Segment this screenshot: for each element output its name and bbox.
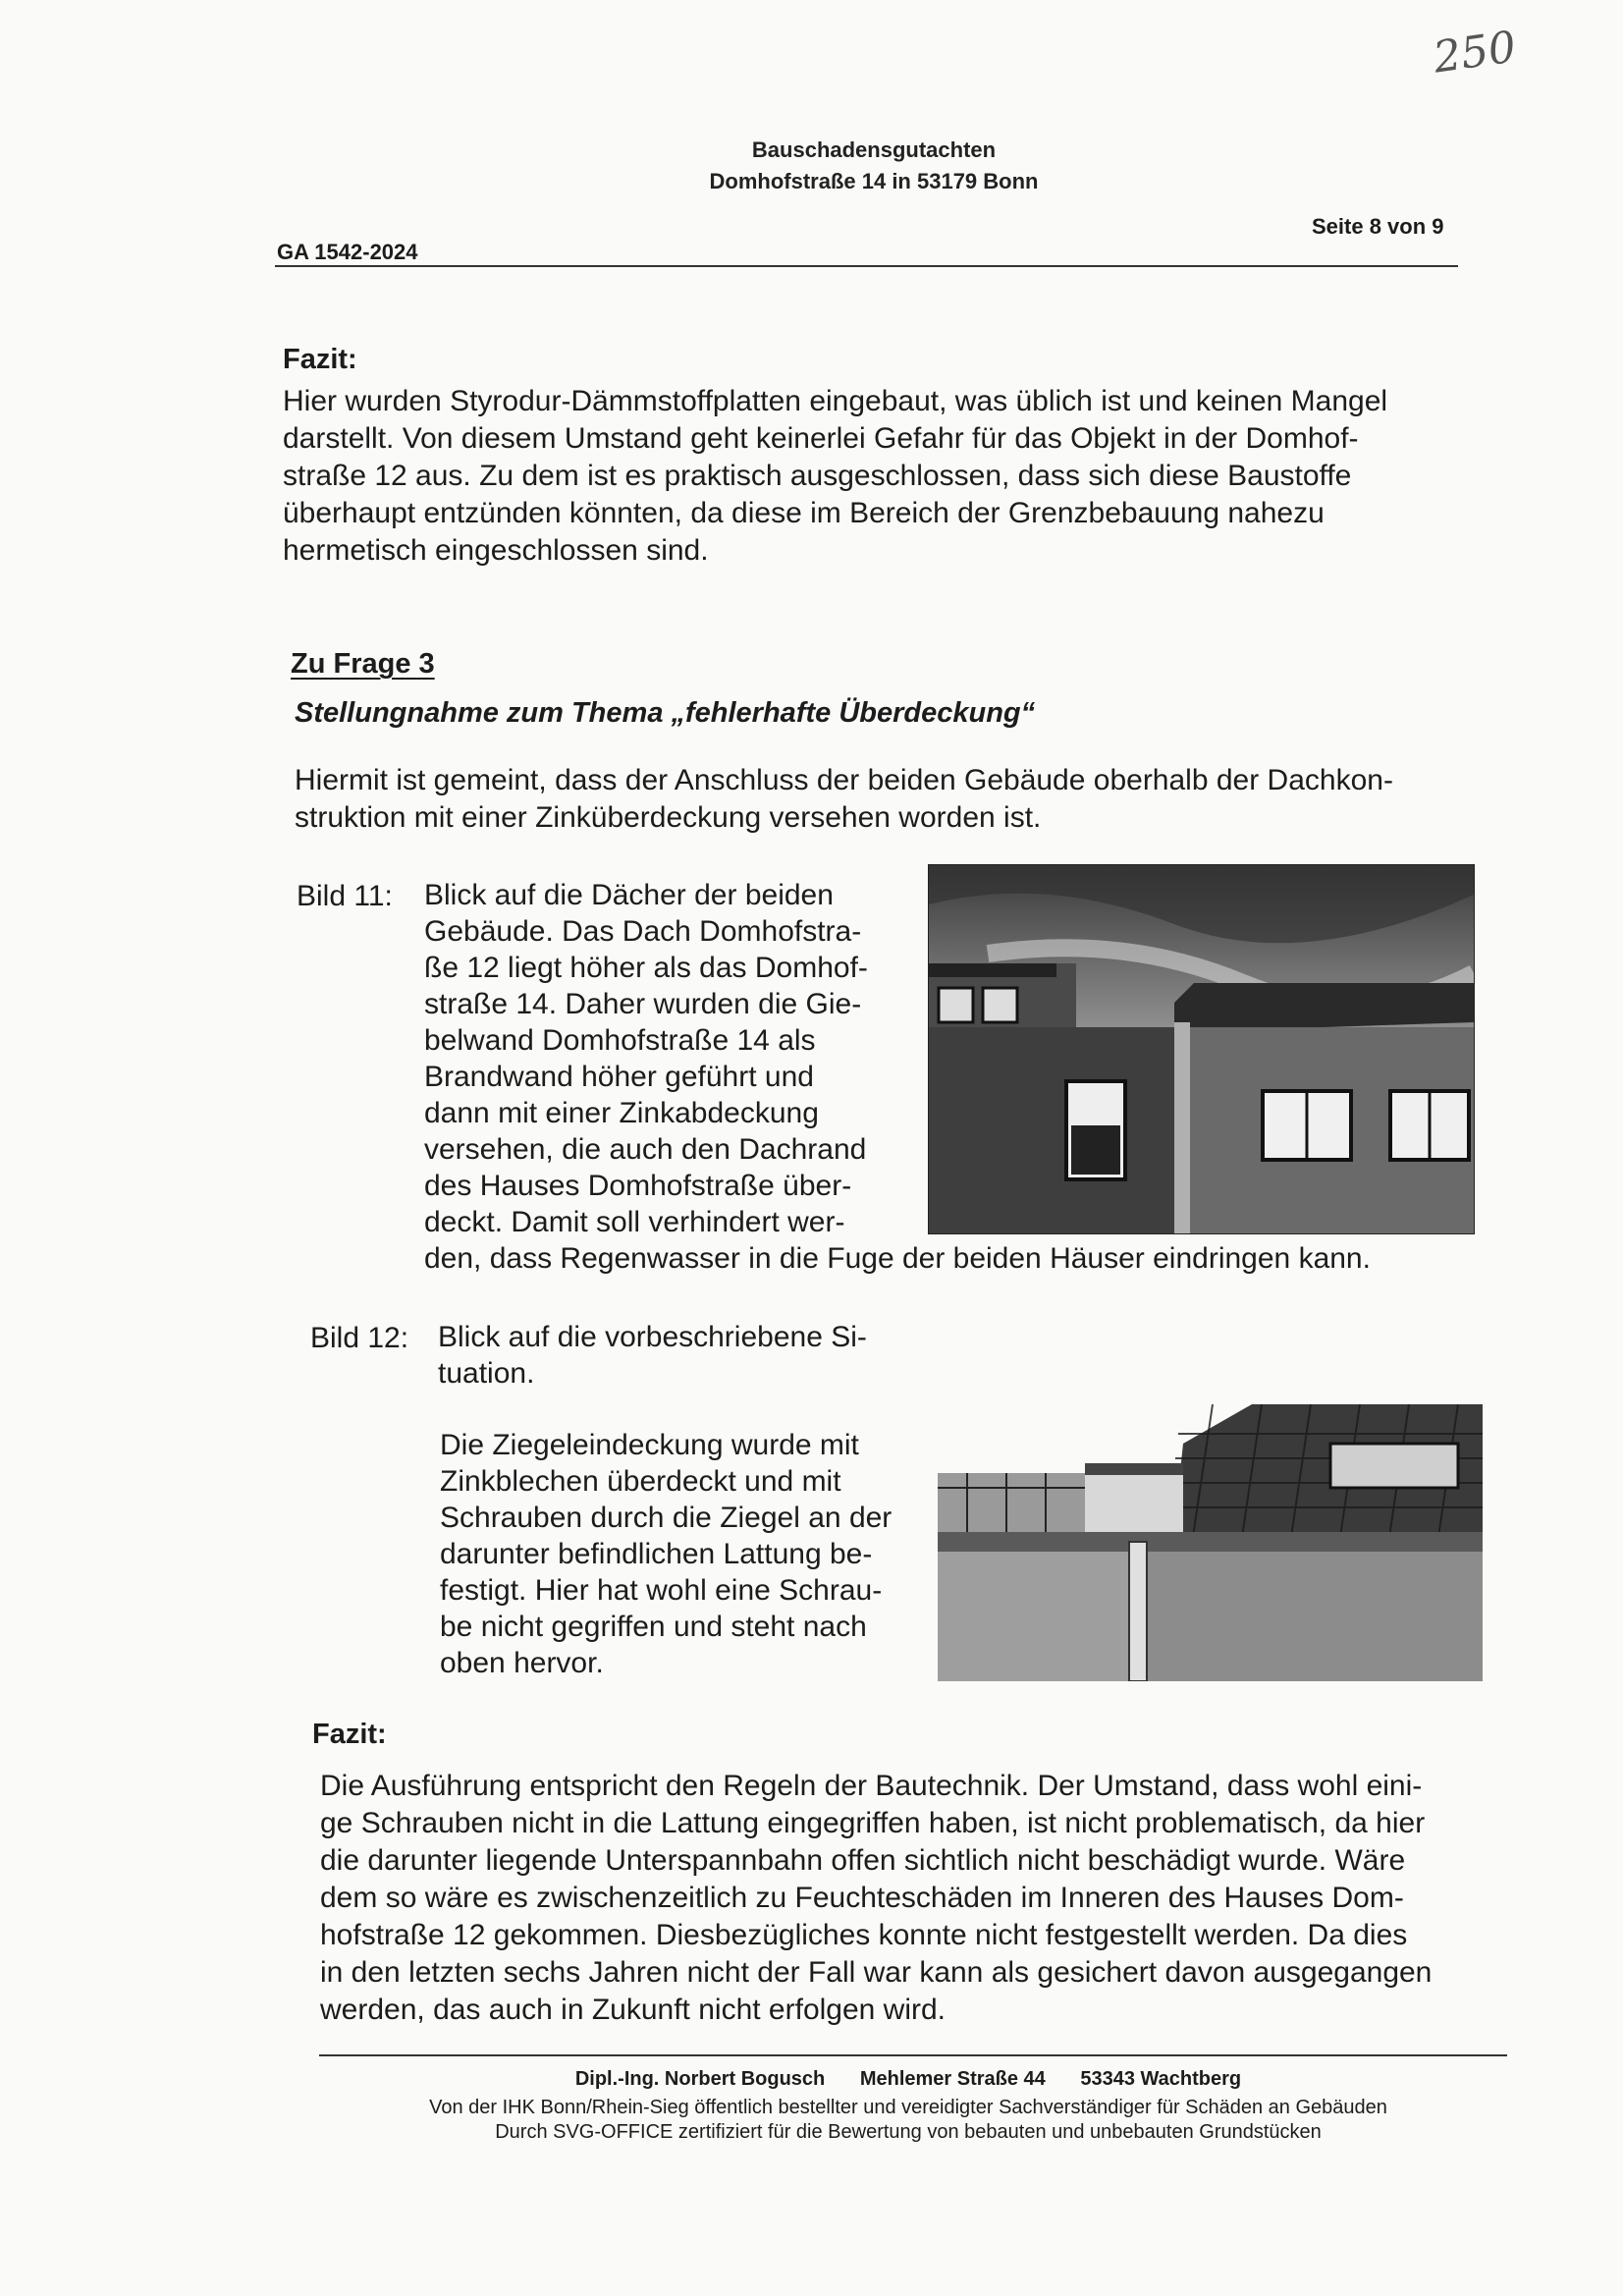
figure-label-12: Bild 12: bbox=[310, 1322, 409, 1354]
fazit-heading-1: Fazit: bbox=[283, 344, 357, 375]
photo-bild-12 bbox=[938, 1404, 1483, 1681]
text-line: Gebäude. Das Dach Domhofstra- bbox=[424, 915, 862, 948]
text-line: des Hauses Domhofstraße über- bbox=[424, 1170, 852, 1202]
text-line: versehen, die auch den Dachrand bbox=[424, 1133, 867, 1166]
footer-street: Mehlemer Straße 44 bbox=[859, 2068, 1046, 2090]
document-title: Bauschadensgutachten bbox=[751, 137, 997, 162]
footer-rule bbox=[319, 2054, 1507, 2056]
reference-number: GA 1542-2024 bbox=[277, 240, 418, 264]
text-line: ße 12 liegt höher als das Domhof- bbox=[424, 952, 868, 984]
text-line: hermetisch eingeschlossen sind. bbox=[283, 534, 709, 567]
text-line: dem so wäre es zwischenzeitlich zu Feuchteschäden im Inneren des Hauses Dom- bbox=[320, 1882, 1404, 1914]
text-line: werden, das auch in Zukunft nicht erfolgen wird. bbox=[320, 1994, 947, 2026]
photo-roof-detail-image bbox=[938, 1404, 1483, 1681]
text-line: straße 14. Daher wurden die Gie- bbox=[424, 988, 862, 1020]
text-line: Die Ausführung entspricht den Regeln der Bautechnik. Der Umstand, dass wohl eini- bbox=[320, 1770, 1423, 1802]
text-line: Hier wurden Styrodur-Dämmstoffplatten eingebaut, was üblich ist und keinen Mangel bbox=[283, 385, 1388, 417]
text-line: überhaupt entzünden könnten, da diese im Bereich der Grenzbebauung nahezu bbox=[283, 497, 1325, 529]
figure-caption-11-last-line: den, dass Regenwasser in die Fuge der beiden Häuser eindringen kann. bbox=[424, 1242, 1371, 1275]
text-line: Die Ziegeleindeckung wurde mit bbox=[440, 1429, 859, 1461]
text-line: dann mit einer Zinkabdeckung bbox=[424, 1097, 819, 1129]
text-line: hofstraße 12 gekommen. Diesbezügliches konnte nicht festgestellt werden. Da dies bbox=[320, 1919, 1408, 1951]
figure-detail-12 bbox=[440, 1427, 921, 1681]
footer-address bbox=[0, 2068, 1623, 2091]
text-line: struktion mit einer Zinküberdeckung versehen worden ist. bbox=[295, 801, 1042, 834]
header-rule bbox=[275, 265, 1458, 267]
text-line: ge Schrauben nicht in die Lattung eingegriffen haben, ist nicht problematisch, da hier bbox=[320, 1807, 1426, 1839]
figure-caption-12 bbox=[438, 1319, 919, 1392]
footer-certification-2: Durch SVG-OFFICE zertifiziert für die Bewertung von bebauten und unbebauten Grundstücken bbox=[495, 2121, 1322, 2143]
text-line: darstellt. Von diesem Umstand geht keinerlei Gefahr für das Objekt in der Domhof- bbox=[283, 422, 1359, 455]
photo-bild-11 bbox=[928, 864, 1475, 1234]
figure-caption-11 bbox=[424, 877, 910, 1240]
text-line: in den letzten sechs Jahren nicht der Fall war kann als gesichert davon ausgegangen bbox=[320, 1956, 1433, 1989]
section-subheading: Stellungnahme zum Thema „fehlerhafte Überdeckung“ bbox=[295, 697, 1036, 729]
photo-rooftops-image bbox=[929, 865, 1474, 1233]
page-number: Seite 8 von 9 bbox=[1312, 214, 1444, 239]
text-line: tuation. bbox=[438, 1357, 535, 1390]
text-line: Brandwand höher geführt und bbox=[424, 1061, 814, 1093]
footer-name: Dipl.-Ing. Norbert Bogusch bbox=[574, 2068, 826, 2090]
fazit-paragraph-2 bbox=[320, 1768, 1474, 2029]
text-line: be nicht gegriffen und steht nach bbox=[440, 1611, 867, 1643]
text-line: belwand Domhofstraße 14 als bbox=[424, 1024, 816, 1057]
fazit-heading-2: Fazit: bbox=[312, 1719, 387, 1750]
text-line: Hiermit ist gemeint, dass der Anschluss der beiden Gebäude oberhalb der Dachkon- bbox=[295, 764, 1393, 796]
footer-certification-1: Von der IHK Bonn/Rhein-Sieg öffentlich bestellter und vereidigter Sachverständiger für Schäden an Gebäuden bbox=[429, 2097, 1387, 2118]
text-line: deckt. Damit soll verhindert wer- bbox=[424, 1206, 845, 1238]
footer-city: 53343 Wachtberg bbox=[1080, 2068, 1242, 2090]
fazit-paragraph-1 bbox=[283, 383, 1461, 570]
text-line: oben hervor. bbox=[440, 1647, 604, 1679]
text-line: Blick auf die Dächer der beiden bbox=[424, 879, 834, 911]
figure-label-11: Bild 11: bbox=[297, 880, 393, 912]
text-line: darunter befindlichen Lattung be- bbox=[440, 1538, 873, 1570]
text-line: festigt. Hier hat wohl eine Schrau- bbox=[440, 1574, 883, 1607]
section-heading: Zu Frage 3 bbox=[291, 648, 435, 680]
text-line: die darunter liegende Unterspannbahn offen sichtlich nicht beschädigt wurde. Wäre bbox=[320, 1844, 1406, 1877]
text-line: straße 12 aus. Zu dem ist es praktisch ausgeschlossen, dass sich diese Baustoffe bbox=[283, 460, 1352, 492]
handwritten-page-number: 250 bbox=[1430, 22, 1520, 83]
text-line: Zinkblechen überdeckt und mit bbox=[440, 1465, 841, 1498]
document-address: Domhofstraße 14 in 53179 Bonn bbox=[709, 169, 1039, 193]
text-line: Schrauben durch die Ziegel an der bbox=[440, 1502, 893, 1534]
intro-paragraph bbox=[295, 762, 1473, 837]
text-line: Blick auf die vorbeschriebene Si- bbox=[438, 1321, 867, 1353]
